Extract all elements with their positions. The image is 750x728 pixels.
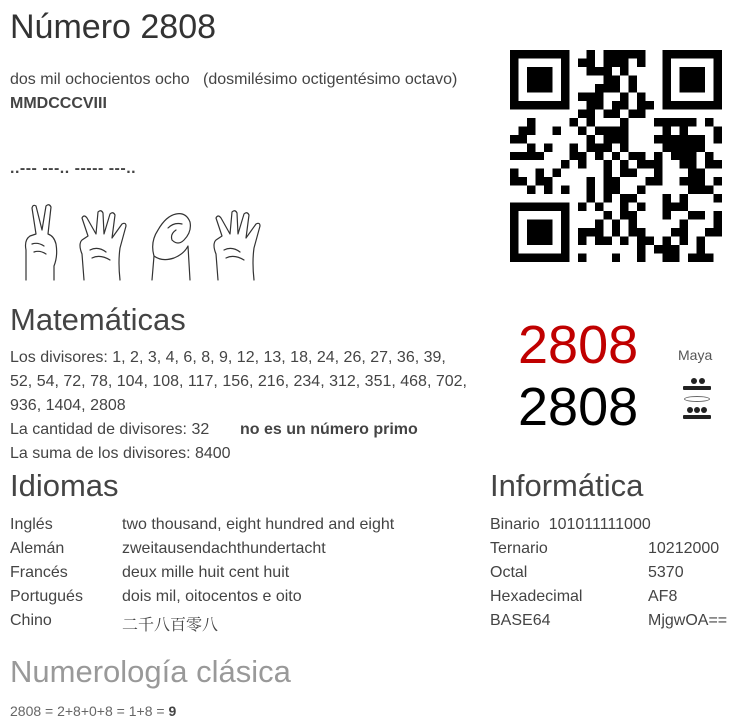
hand-sign-8-icon <box>80 211 126 280</box>
hand-sign-0-icon <box>152 214 190 280</box>
informatics-label: Hexadecimal <box>490 588 583 605</box>
page-title: Número 2808 <box>10 8 217 46</box>
numerology-heading: Numerología clásica <box>10 654 291 689</box>
divisors-line-2: 52, 54, 72, 78, 104, 108, 117, 156, 216, 234, 312, 351, 468, 702, <box>10 373 467 390</box>
informatics-value: 10212000 <box>648 540 720 557</box>
language-translation: two thousand, eight hundred and eight <box>122 516 395 533</box>
math-heading: Matemáticas <box>10 302 186 337</box>
language-translation: 二千八百零八 <box>122 617 219 634</box>
divisors-line-1: Los divisores: 1, 2, 3, 4, 6, 8, 9, 12, 13, 18, 24, 26, 27, 36, 39, <box>10 349 446 366</box>
informatics-value: 5370 <box>648 564 684 581</box>
language-translation: deux mille huit cent huit <box>122 564 290 581</box>
informatics-label: Octal <box>490 564 528 581</box>
ordinal-words: (dosmilésimo octigentésimo octavo) <box>203 71 458 88</box>
prime-status: no es un número primo <box>240 421 418 438</box>
maya-numeral-icon <box>683 376 713 422</box>
binary-value: 101011111000 <box>548 516 651 533</box>
hand-sign-8b-icon <box>214 211 260 280</box>
language-name: Francés <box>10 564 68 581</box>
language-translation: dois mil, oitocentos e oito <box>122 588 302 605</box>
informatics-heading: Informática <box>490 468 644 503</box>
divisor-count: La cantidad de divisores: 32 <box>10 421 210 438</box>
language-name: Portugués <box>10 588 83 605</box>
morse-code: ..--- ---.. ----- ---.. <box>10 160 137 177</box>
sign-language-hands <box>14 200 274 284</box>
binary-row <box>490 516 651 534</box>
digital-number-red: 2808 <box>518 315 639 375</box>
number-words: dos mil ochocientos ocho <box>10 71 190 88</box>
language-name: Chino <box>10 612 52 629</box>
qr-code-icon <box>510 50 722 262</box>
divisors-line-3: 936, 1404, 2808 <box>10 397 126 414</box>
numerology-line <box>10 703 176 719</box>
hand-sign-2-icon <box>26 205 57 280</box>
informatics-label: Ternario <box>490 540 548 557</box>
informatics-label: BASE64 <box>490 612 551 629</box>
maya-label: Maya <box>678 347 713 363</box>
language-name: Inglés <box>10 516 53 533</box>
numerology-equation: 2808 = 2+8+0+8 = 1+8 = <box>10 703 165 719</box>
language-translation: zweitausendachthundertacht <box>122 540 326 557</box>
qr-code <box>510 50 722 262</box>
divisor-sum: La suma de los divisores: 8400 <box>10 445 231 462</box>
binary-label: Binario <box>490 516 540 533</box>
digital-number-black: 2808 <box>518 377 639 437</box>
informatics-value: MjgwOA== <box>648 612 728 629</box>
language-name: Alemán <box>10 540 65 557</box>
roman-numeral: MMDCCCVIII <box>10 95 107 112</box>
hand-signs-illustration <box>14 200 274 284</box>
numerology-result: 9 <box>168 703 177 719</box>
languages-heading: Idiomas <box>10 468 119 503</box>
informatics-value: AF8 <box>648 588 678 605</box>
number-words-line <box>10 68 457 92</box>
